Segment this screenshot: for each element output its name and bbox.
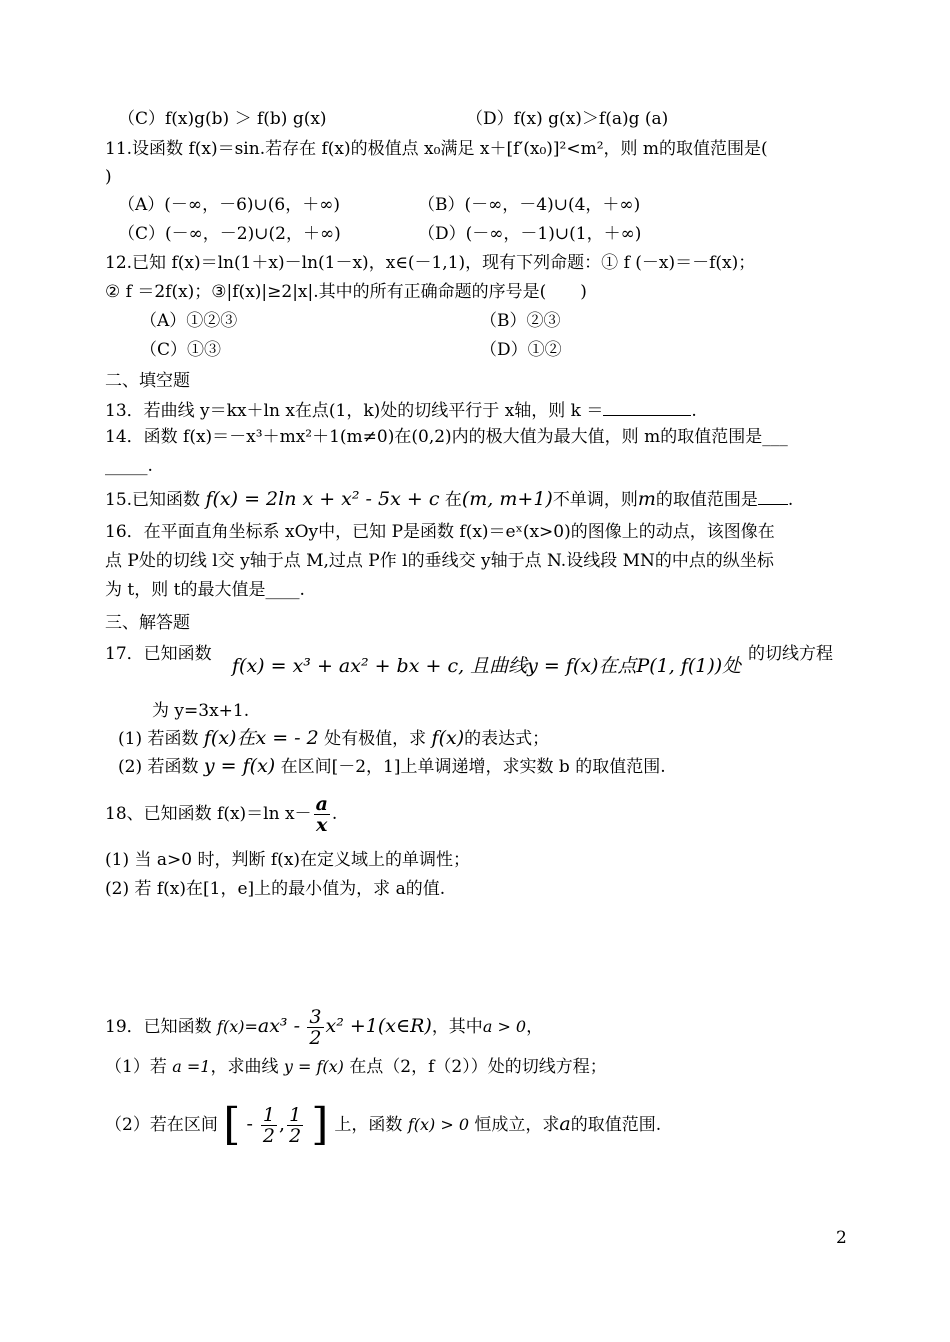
q11-stem-end: ) <box>105 167 112 187</box>
q19-end: ， <box>526 1017 544 1037</box>
q15-end: 的取值范围是 <box>655 490 758 510</box>
q18-stem <box>105 790 337 838</box>
q11-option-b: （B）(－∞，－4)∪(4，＋∞) <box>418 195 641 215</box>
q19-sub1-mid: ，求曲线 <box>210 1057 279 1077</box>
page-number: 2 <box>836 1228 847 1248</box>
q18-end: . <box>331 804 338 824</box>
q17-sub2-pre: (2) 若函数 <box>118 757 199 777</box>
q14-line2: _____. <box>105 456 153 476</box>
q15-var: m <box>637 488 656 510</box>
q19-fraction <box>307 1007 323 1048</box>
q19-numerator: 3 <box>309 1006 322 1028</box>
q19-right-bracket: ] <box>311 1099 329 1150</box>
q15-interval: (m, m+1) <box>461 488 553 510</box>
q18-numerator: a <box>315 793 328 815</box>
q19-sub1-formula: y = f(x) <box>283 1057 344 1076</box>
q18-denominator: x <box>316 814 328 836</box>
section-fill-in-heading: 二、填空题 <box>105 371 190 391</box>
q19-stem <box>105 1002 543 1050</box>
q17-sub1-pre: (1) 若函数 <box>118 729 199 749</box>
q19-sub2-pre: （2）若在区间 <box>105 1115 218 1135</box>
q12-option-a: （A）①②③ <box>140 311 238 331</box>
q13-answer-blank[interactable] <box>603 399 691 416</box>
q19-comma: , <box>279 1113 286 1135</box>
q19-left-bracket: [ <box>223 1099 241 1150</box>
q15-formula: f(x) = 2ln x + x² - 5x + c <box>205 488 440 510</box>
q16-line2: 点 P处的切线 l交 y轴于点 M,过点 P作 l的垂线交 y轴于点 N.设线段 MN的中点的纵坐标 <box>105 551 774 571</box>
q15-suffix: 不单调，则 <box>552 490 638 510</box>
q19-mid: ，其中 <box>431 1017 483 1037</box>
q18-fraction <box>314 794 330 835</box>
q19-left-den: 2 <box>262 1124 276 1147</box>
q19-sub2-post: 恒成立，求 <box>474 1115 560 1135</box>
q19-sub1-a: a =1 <box>172 1057 211 1076</box>
q10-option-d: （D）f(x) g(x)＞f(a)g (a) <box>466 109 669 129</box>
q15-prefix: 15.已知函数 <box>105 490 201 510</box>
q19-f-left: f(x)= <box>217 1017 258 1036</box>
q19-left-num: 1 <box>262 1103 276 1126</box>
q12-option-d: （D）①② <box>480 340 562 360</box>
q12-stem-line1: 12.已知 f(x)＝ln(1＋x)－ln(1－x)，x∈(－1,1)，现有下列命题：① f (－x)＝－f(x)； <box>105 253 756 273</box>
q11-option-d: （D）(－∞，－1)∪(1，＋∞) <box>418 224 642 244</box>
q18-prefix: 18、已知函数 f(x)＝ln x－ <box>105 804 312 824</box>
q19-sub1-pre: （1）若 <box>105 1057 167 1077</box>
q17-suffix: 的切线方程 <box>748 644 833 664</box>
q19-sub2-mid: 上，函数 <box>334 1115 403 1135</box>
q12-stem-line2: ② f ＝2f(x)；③|f(x)|≥2|x|.其中的所有正确命题的序号是( ) <box>105 282 587 302</box>
q19-sub2 <box>105 1098 661 1150</box>
q19-right-num: 1 <box>289 1103 302 1126</box>
q17-sub1-post: 处有极值，求 <box>324 729 427 749</box>
q19-right-den: 2 <box>289 1124 302 1147</box>
q18-sub2: (2) 若 f(x)在[1，e]上的最小值为，求 a的值. <box>105 879 446 899</box>
q19-sub2-interval <box>223 1099 334 1150</box>
q19-term2: x² +1(x∈R) <box>325 1015 432 1037</box>
q17-sub1-end: 的表达式； <box>464 729 550 749</box>
q11-option-a: （A）(－∞，－6)∪(6，＋∞) <box>118 195 341 215</box>
q17-sub2-formula: y = f(x) <box>203 755 276 777</box>
q15-tail: . <box>787 490 794 510</box>
q16-line3: 为 t，则 t的最大值是____. <box>105 580 305 600</box>
q19-denominator: 2 <box>309 1027 322 1049</box>
q16-line1: 16．在平面直角坐标系 xOy中，已知 P是函数 f(x)＝eˣ(x>0)的图像上的动点，该图像在 <box>105 522 775 542</box>
q15-mid: 在 <box>444 490 462 510</box>
q19-sub2-formula: f(x) > 0 <box>407 1115 470 1134</box>
q14-line1: 14．函数 f(x)＝－x³＋mx²＋1(m≠0)在(0,2)内的极大值为最大值，则 m的取值范围是___ <box>105 427 788 447</box>
q19-prefix: 19．已知函数 <box>105 1017 212 1037</box>
q12-option-b: （B）②③ <box>480 311 561 331</box>
q17-sub1-formula: f(x)在x = - 2 <box>203 727 319 749</box>
q17-formula: f(x) = x³ + ax² + bx + c, 且曲线y = f(x)在点P(1, f(1))处 <box>232 655 742 677</box>
q15-answer-blank[interactable] <box>758 488 788 505</box>
q10-option-c: （C）f(x)g(b) ＞ f(b) g(x) <box>118 109 327 129</box>
q15-text <box>105 488 793 511</box>
section-solutions-heading: 三、解答题 <box>105 613 190 633</box>
q13-text <box>105 399 697 422</box>
q19-sub2-a: a <box>559 1113 571 1135</box>
q19-interval-left-fraction <box>261 1105 277 1146</box>
q18-sub1: (1) 当 a>0 时，判断 f(x)在定义域上的单调性； <box>105 850 471 870</box>
q13-stem: 13．若曲线 y＝kx＋ln x在点(1，k)处的切线平行于 x轴，则 k ＝ <box>105 401 604 421</box>
q19-minus-sign: - <box>246 1113 253 1135</box>
q19-sub1-post: 在点（2，f（2））处的切线方程； <box>349 1057 607 1077</box>
q19-interval-right-fraction <box>287 1105 303 1146</box>
q17-sub1-formula2: f(x) <box>431 727 465 749</box>
q17-sub2-post: 在区间[－2，1]上单调递增，求实数 b 的取值范围. <box>280 757 666 777</box>
q11-option-c: （C）(－∞，－2)∪(2，＋∞) <box>118 224 341 244</box>
q17-line2: 为 y=3x+1. <box>152 701 250 721</box>
q17-sub2 <box>118 755 666 778</box>
q19-sub1 <box>105 1056 607 1078</box>
q17-prefix: 17．已知函数 <box>105 644 212 664</box>
q13-end: . <box>691 401 697 421</box>
q12-option-c: （C）①③ <box>140 340 222 360</box>
q19-condition: a > 0 <box>482 1017 527 1036</box>
q19-sub2-end: 的取值范围. <box>570 1115 662 1135</box>
q11-stem: 11.设函数 f(x)＝sin.若存在 f(x)的极值点 x₀满足 x＋[f′(x₀)]²<m²，则 m的取值范围是( <box>105 139 768 159</box>
q17-sub1 <box>118 727 549 750</box>
q19-term1: ax³ - <box>257 1015 301 1037</box>
